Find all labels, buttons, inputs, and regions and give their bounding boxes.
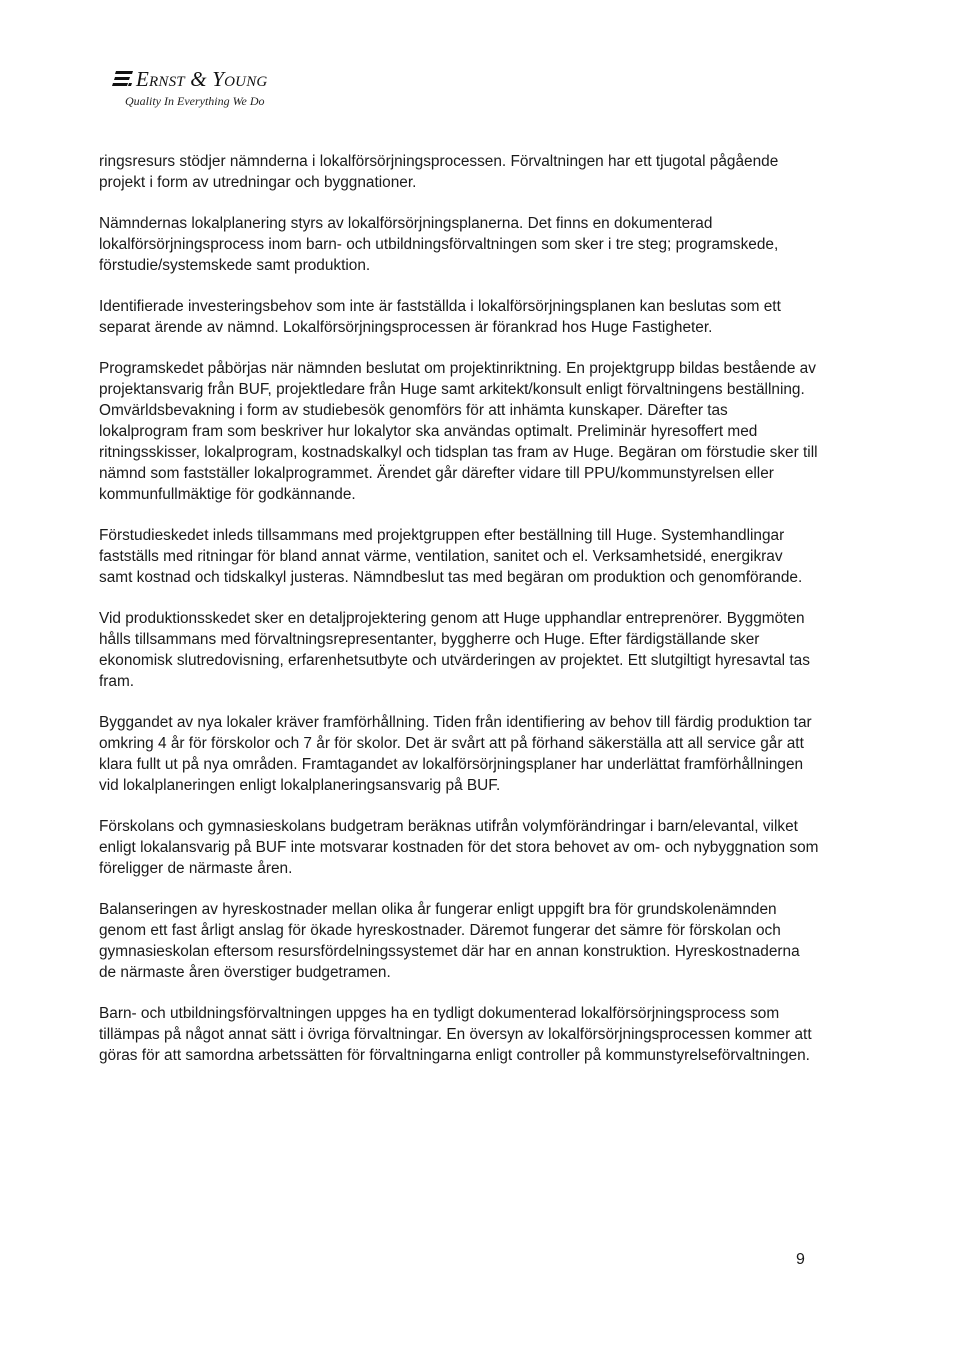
paragraph: Byggandet av nya lokaler kräver framförhållning. Tiden från identifiering av behov till färdig produktion tar omkring 4 år för förskolor och 7 år för skolor. Det är svårt att på förhand säkerställa att all service går att klara fullt ut på nya områden. Framtagandet av lokalförsörjningsplaner har underlättat framförhållningen vid lokalplaneringen enligt lokalplaneringsansvarig på BUF. — [99, 714, 812, 794]
brand-tagline: Quality In Everything We Do — [125, 94, 265, 108]
paragraph: Programskedet påbörjas när nämnden beslutat om projektinriktning. En projektgrupp bildas bestående av projektansvarig från BUF, projektledare från Huge samt arkitekt/konsult enligt förvaltningens beställning. Omvärldsbevakning i form av studiebesök genomförs för att inhämta kunskaper. Därefter tas lokalprogram fram som beskriver hur lokalytor ska användas optimalt. Preliminär hyresoffert med ritningsskisser, lokalprogram, kostnadskalkyl och tidsplan tas fram av Huge. Begäran om förstudie sker till nämnd som fastställer lokalprogrammet. Ärendet går därefter vidare till PPU/kommunstyrelsen eller kommunfullmäktige för godkännande. — [99, 360, 818, 503]
paragraph: Vid produktionsskedet sker en detaljprojektering genom att Huge upphandlar entreprenörer. Byggmöten hålls tillsammans med förvaltningsrepresentanter, byggherre och Huge. Efter färdigställande sker ekonomisk slutredovisning, erfarenhetsutbyte och utvärderingen av projektet. Ett slutgiltigt hyresavtal tas fram. — [99, 610, 810, 690]
paragraph: Förskolans och gymnasieskolans budgetram beräknas utifrån volymförändringar i barn/elevantal, vilket enligt lokalansvarig på BUF inte motsvarar kostnaden för det stora behovet av om- och nybyggnation som föreligger de närmaste åren. — [99, 818, 819, 877]
paragraph: Förstudieskedet inleds tillsammans med projektgruppen efter beställning till Huge. Systemhandlingar fastställs med ritningar för bland annat värme, ventilation, sanitet och el. Verksamhetsidé, energikrav samt kostnad och tidskalkyl justeras. Nämndbeslut tas med begäran om produktion och genomförande. — [99, 527, 803, 586]
page-number: 9 — [796, 1251, 805, 1268]
paragraph: ringsresurs stödjer nämnderna i lokalförsörjningsprocessen. Förvaltningen har ett tjugotal pågående projekt i form av utredningar och byggnationer. — [99, 153, 779, 191]
paragraph: Identifierade investeringsbehov som inte är fastställda i lokalförsörjningsplanen kan beslutas som ett separat ärende av nämnd. Lokalförsörjningsprocessen är förankrad hos Huge Fastigheter. — [99, 298, 781, 336]
paragraph: Nämndernas lokalplanering styrs av lokalförsörjningsplanerna. Det finns en dokumenterad lokalförsörjningsprocess inom barn- och utbildningsförvaltningen som sker i tre steg; programskede, förstudie/systemskede samt produktion. — [99, 215, 779, 274]
paragraph: Balanseringen av hyreskostnader mellan olika år fungerar enligt uppgift bra för grundskolenämnden genom ett fast årligt anslag för ökade hyreskostnader. Däremot fungerar det sämre för förskolan och gymnasieskolan eftersom resursfördelningssystemet där har en annan konstruktion. Hyreskostnaderna de närmaste åren överstiger budgetramen. — [99, 901, 800, 981]
paragraph: Barn- och utbildningsförvaltningen uppges ha en tydligt dokumenterad lokalförsörjningsprocess som tillämpas på något annat sätt i övriga förvaltningar. En översyn av lokalförsörjningsprocessen kommer att göras för att samordna arbetssätten för förvaltningarna enligt controller på kommunstyrelseförvaltningen. — [99, 1005, 812, 1064]
logo — [112, 66, 267, 92]
brand-name: Ernst & Young — [136, 66, 268, 91]
ernst-young-logo-icon — [112, 70, 134, 88]
document-body — [99, 151, 819, 1086]
document-header — [112, 66, 267, 109]
